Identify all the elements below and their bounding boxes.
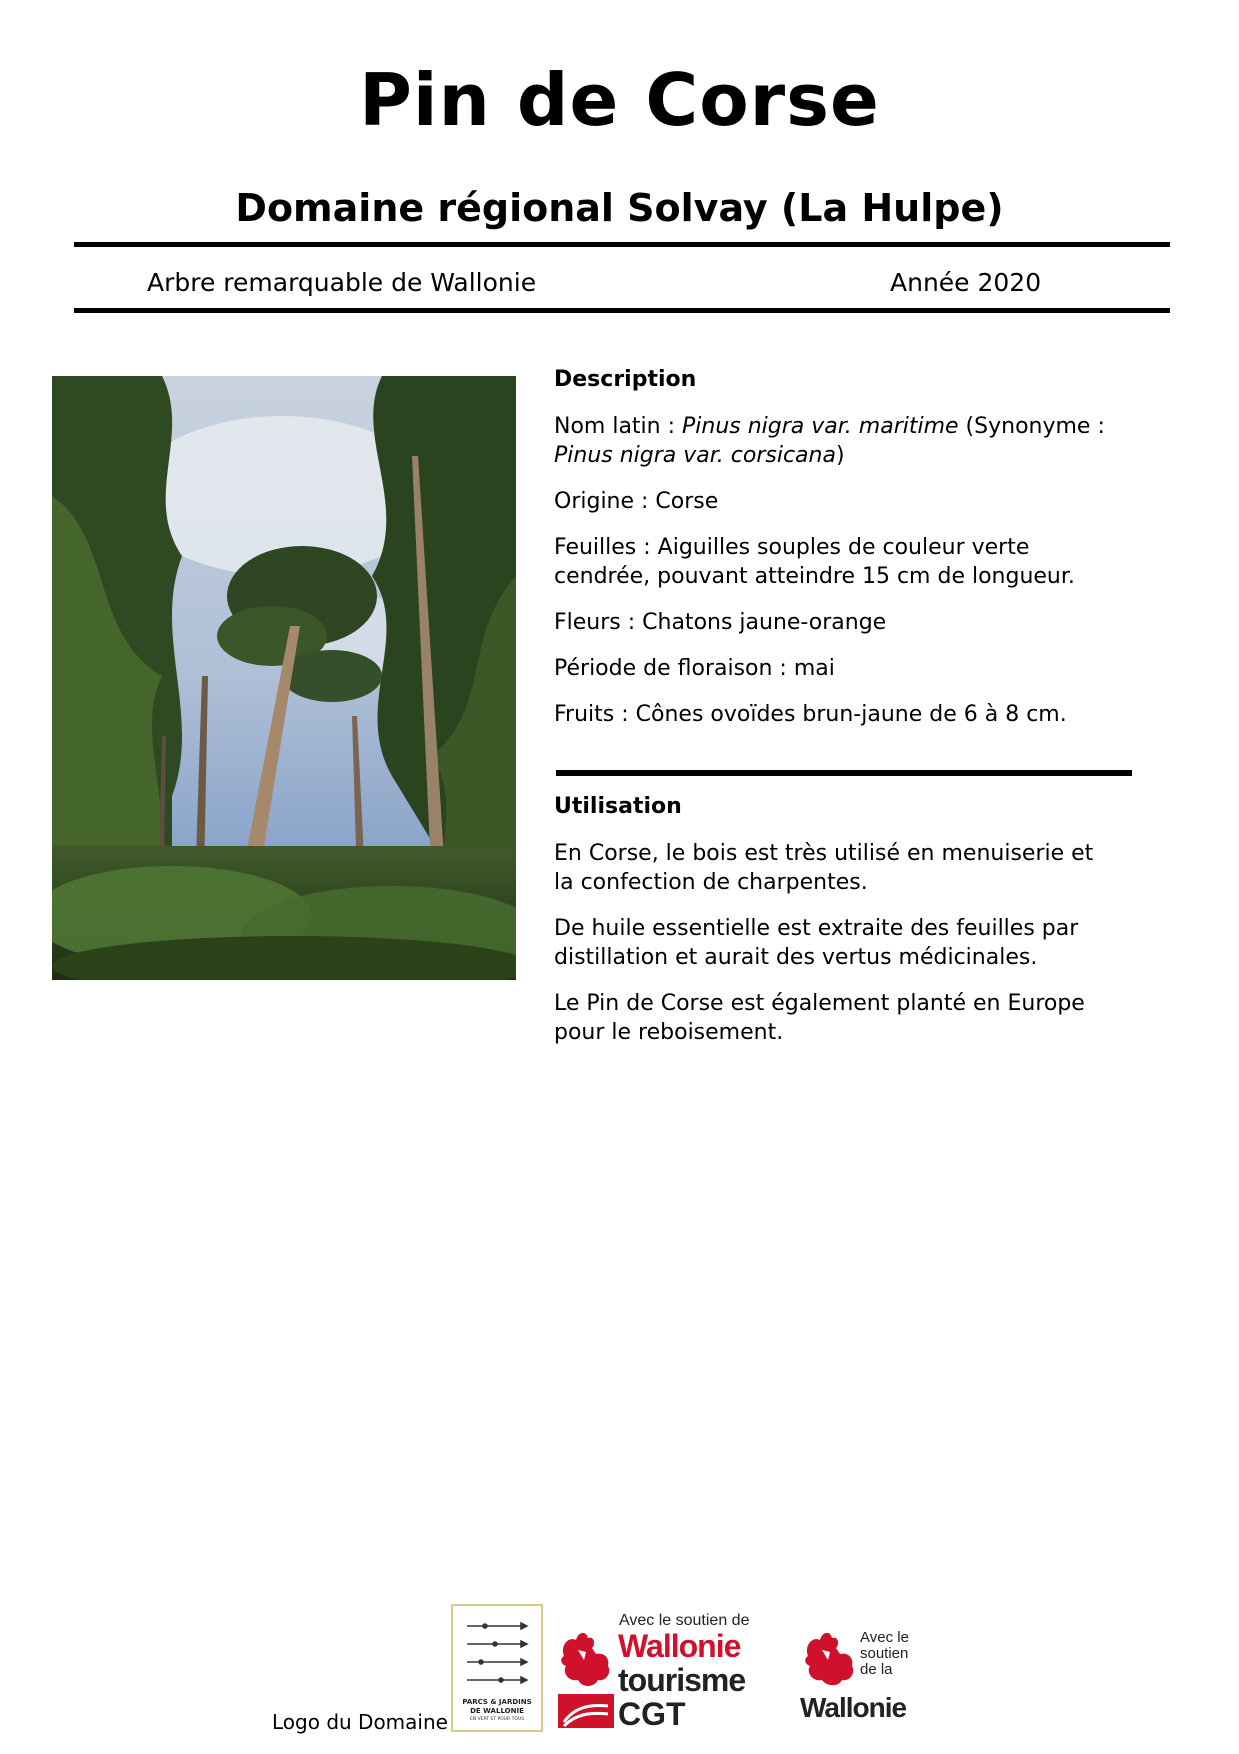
rooster-icon [556,1626,614,1692]
wt-wallonie-text: Wallonie [618,1628,741,1664]
w-soutien-text: Avec le soutien de la [860,1629,909,1678]
arrows-icon [461,1616,533,1694]
flowering-period-line: Période de floraison : mai [554,656,835,681]
page-subtitle: Domaine régional Solvay (La Hulpe) [235,186,1004,230]
tree-year: Année 2020 [890,268,1042,297]
parcs-logo-tagline: EN VERT ET POUR TOUS [469,1717,525,1722]
domain-logo-label: Logo du Domaine [272,1710,448,1734]
bottom-divider [74,308,1170,313]
section-divider [556,770,1132,776]
usage-paragraph-1: En Corse, le bois est très utilisé en menuiserie et la confection de charpentes. [554,841,1094,895]
parcs-logo-text: PARCS & JARDINS DE WALLONIE [462,1698,532,1715]
wt-soutien-text: Avec le soutien de [619,1612,750,1629]
usage-section [554,792,1114,1064]
latin-name-line [554,412,1114,470]
wallonie-logo [800,1628,940,1728]
synonym-name: Pinus nigra var. corsicana [554,443,836,468]
w-wallonie-text: Wallonie [800,1692,907,1723]
top-divider [74,242,1170,247]
wt-cgt-text: CGT [618,1696,686,1732]
leaves-line: Feuilles : Aiguilles souples de couleur verte cendrée, pouvant atteindre 15 cm de longueur. [554,535,1075,589]
usage-heading: Utilisation [554,794,682,819]
flowers-line: Fleurs : Chatons jaune-orange [554,610,887,635]
wt-tourisme-text: tourisme [618,1662,746,1698]
usage-paragraph-2: De huile essentielle est extraite des feuilles par distillation et aurait des vertus médicinales. [554,916,1079,970]
wallonie-tourisme-logo [556,1612,756,1730]
page-title: Pin de Corse [359,58,880,142]
latin-name: Pinus nigra var. maritime [682,414,959,439]
cgt-flag-icon [558,1694,614,1728]
tree-category: Arbre remarquable de Wallonie [147,268,537,297]
description-heading: Description [554,367,697,392]
tree-photo [52,376,516,980]
rooster-icon [800,1628,856,1688]
usage-paragraph-3: Le Pin de Corse est également planté en Europe pour le reboisement. [554,991,1085,1045]
fruits-line: Fruits : Cônes ovoïdes brun-jaune de 6 à 8 cm. [554,702,1067,727]
synonym-close: ) [835,443,845,468]
parcs-jardins-logo [451,1604,543,1732]
latin-label: Nom latin : [554,414,683,439]
description-section [554,365,1114,746]
synonym-label: (Synonyme : [958,414,1105,439]
origin-line: Origine : Corse [554,489,719,514]
